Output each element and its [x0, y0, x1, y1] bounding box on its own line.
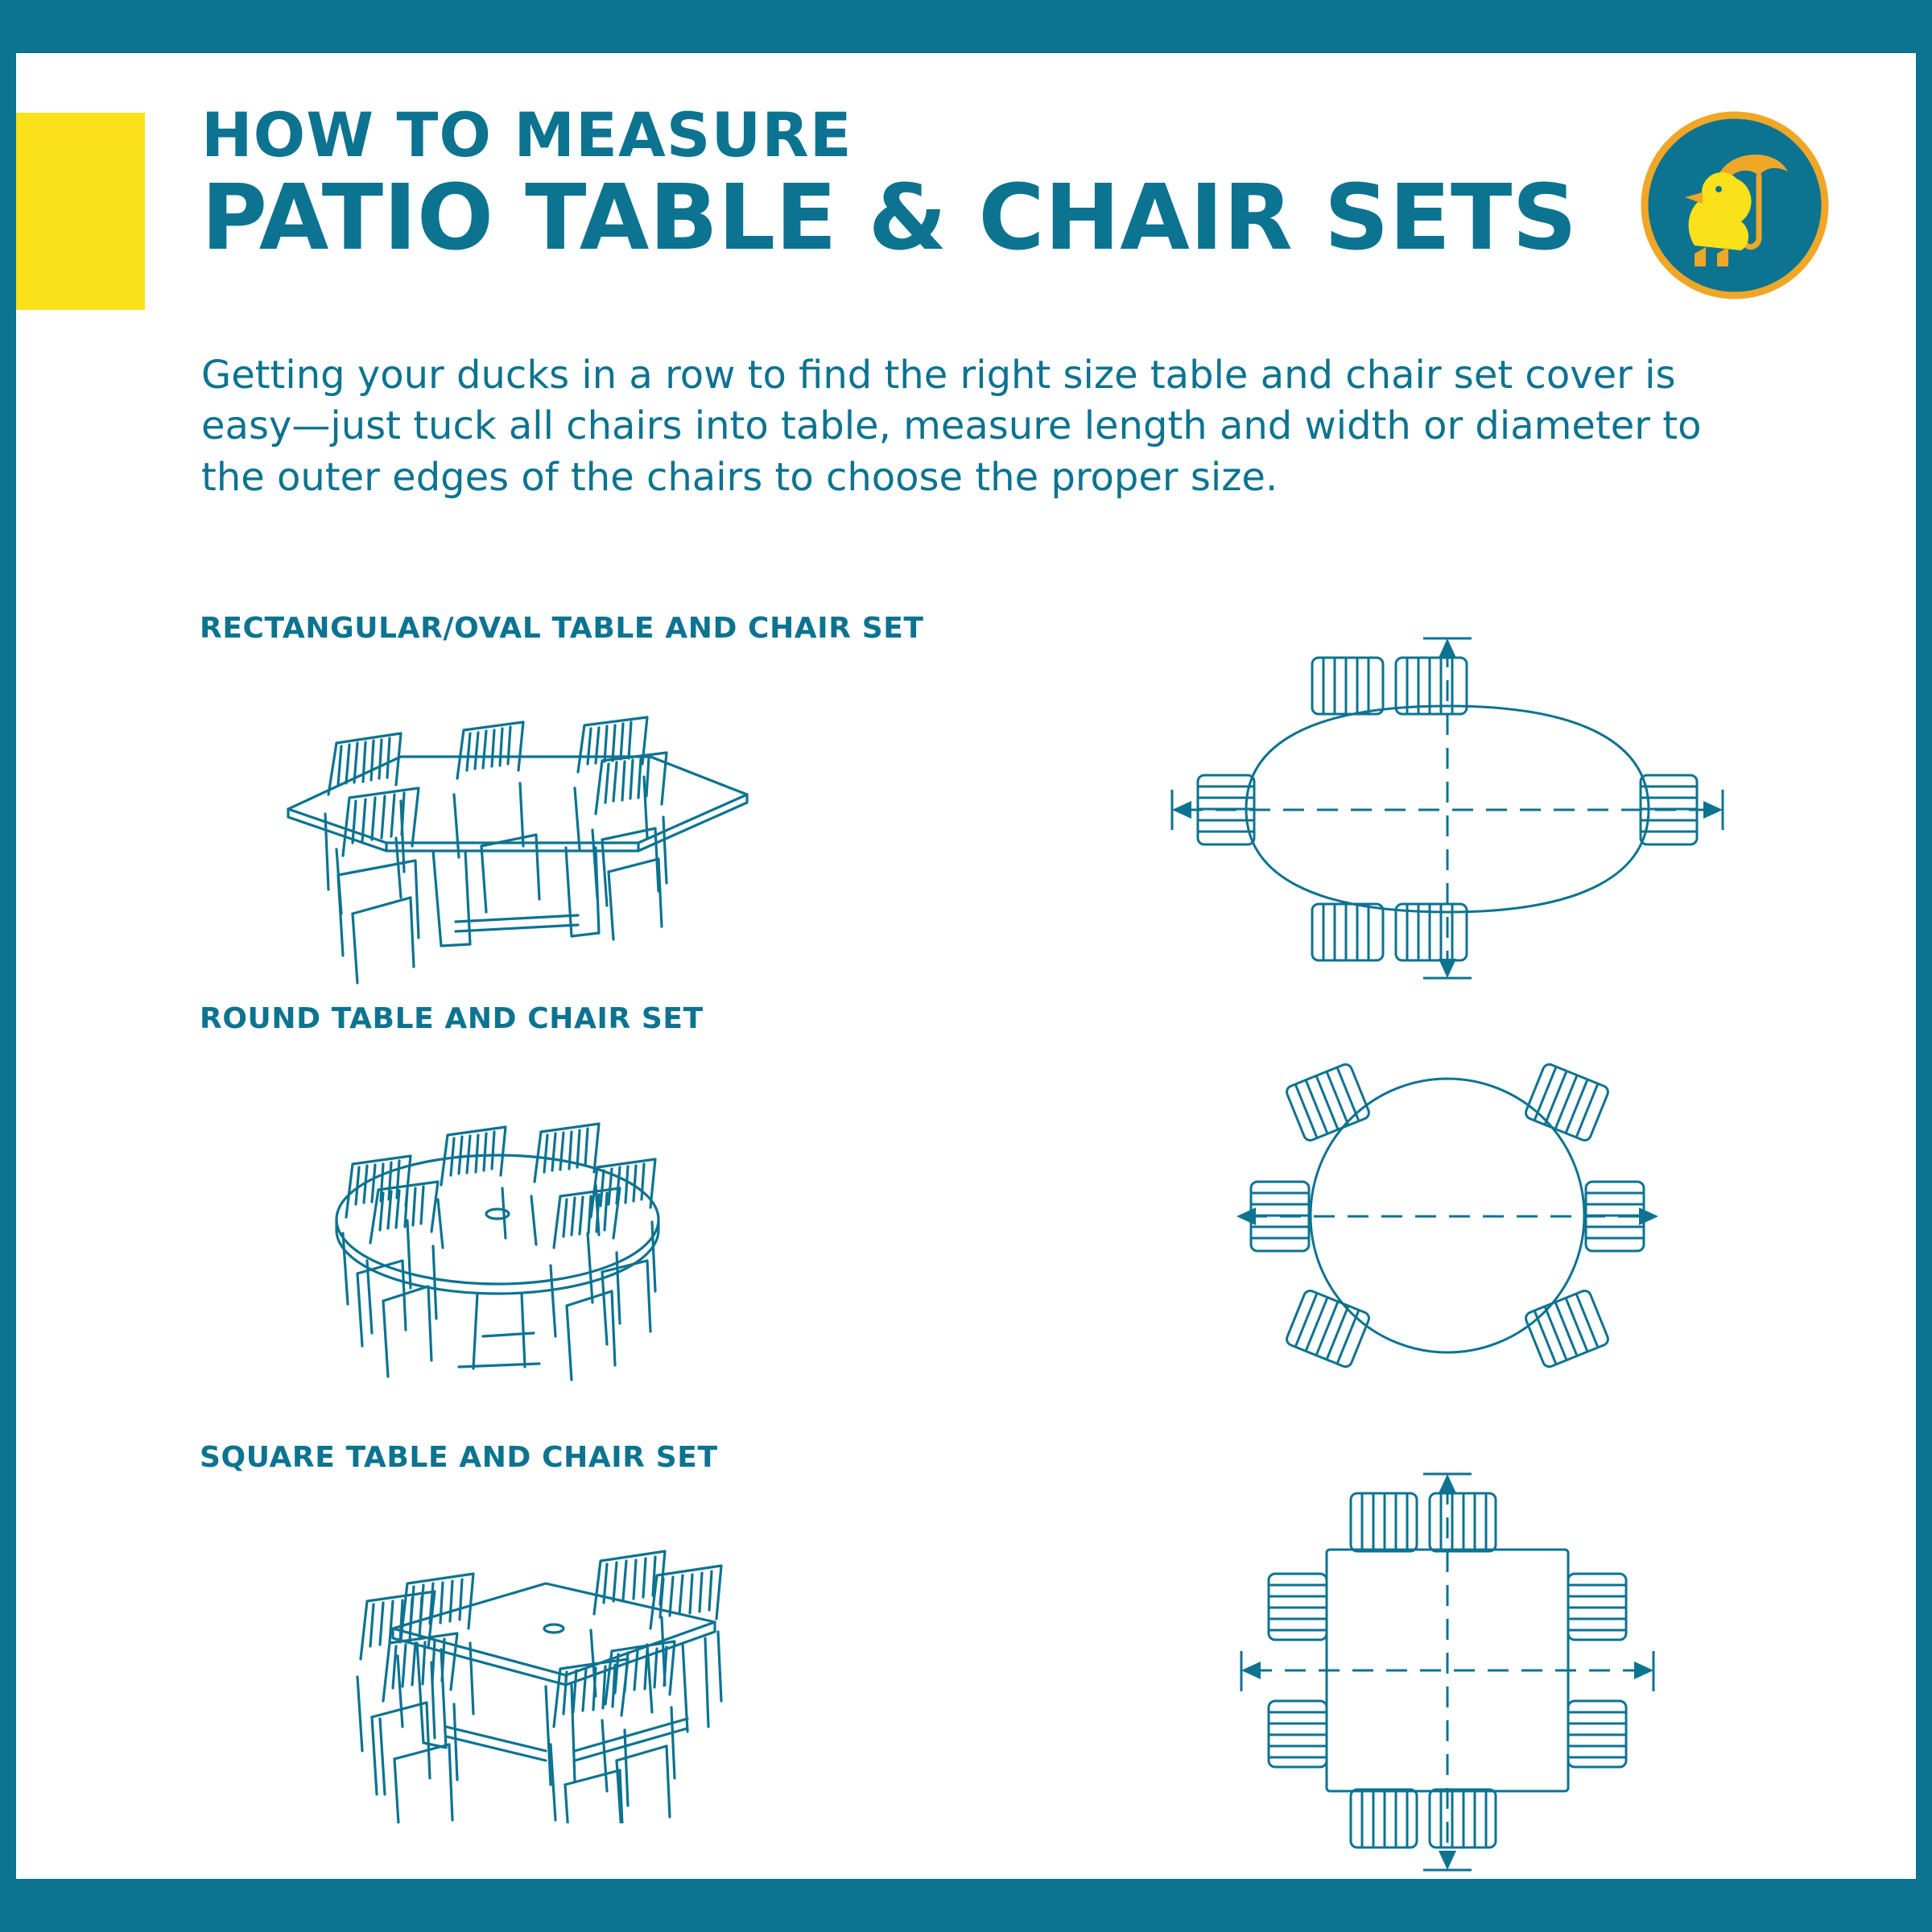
top-border-bar [0, 0, 1932, 53]
section-square [200, 1441, 1810, 1823]
section-row-round [200, 1046, 1810, 1417]
rectangular-oval-measurement-diagram [1085, 632, 1810, 986]
section-label-round: ROUND TABLE AND CHAIR SET [200, 1002, 704, 1035]
section-rectangular-oval [200, 612, 1810, 994]
square-table-chairs-illustration [200, 1485, 779, 1823]
section-label-square: SQUARE TABLE AND CHAIR SET [200, 1441, 718, 1474]
yellow-accent-block [16, 113, 145, 310]
header-eyebrow: HOW TO MEASURE [201, 99, 852, 171]
rectangular-oval-table-chairs-illustration [200, 656, 763, 994]
bottom-border-bar [0, 1879, 1932, 1932]
section-round [200, 1002, 1810, 1417]
section-label-rectangular-oval: RECTANGULAR/OVAL TABLE AND CHAIR SET [200, 612, 924, 645]
right-border-bar [1916, 0, 1932, 1932]
square-measurement-diagram [1085, 1461, 1810, 1880]
left-border-bar [0, 0, 16, 1932]
duck-with-umbrella-logo [1638, 109, 1831, 302]
intro-paragraph: Getting your ducks in a row to find the right size table and chair set cover is easy—just tuck all chairs into table, measure length and width or diameter to the outer edges of the chairs to choose the proper size. [201, 353, 1702, 500]
section-row-rectangular-oval [200, 656, 1810, 994]
round-table-chairs-illustration [200, 1046, 763, 1417]
page-title: PATIO TABLE & CHAIR SETS [201, 166, 1578, 270]
round-measurement-diagram [1085, 1022, 1810, 1409]
page-header [201, 99, 1650, 270]
section-row-square [200, 1485, 1810, 1823]
